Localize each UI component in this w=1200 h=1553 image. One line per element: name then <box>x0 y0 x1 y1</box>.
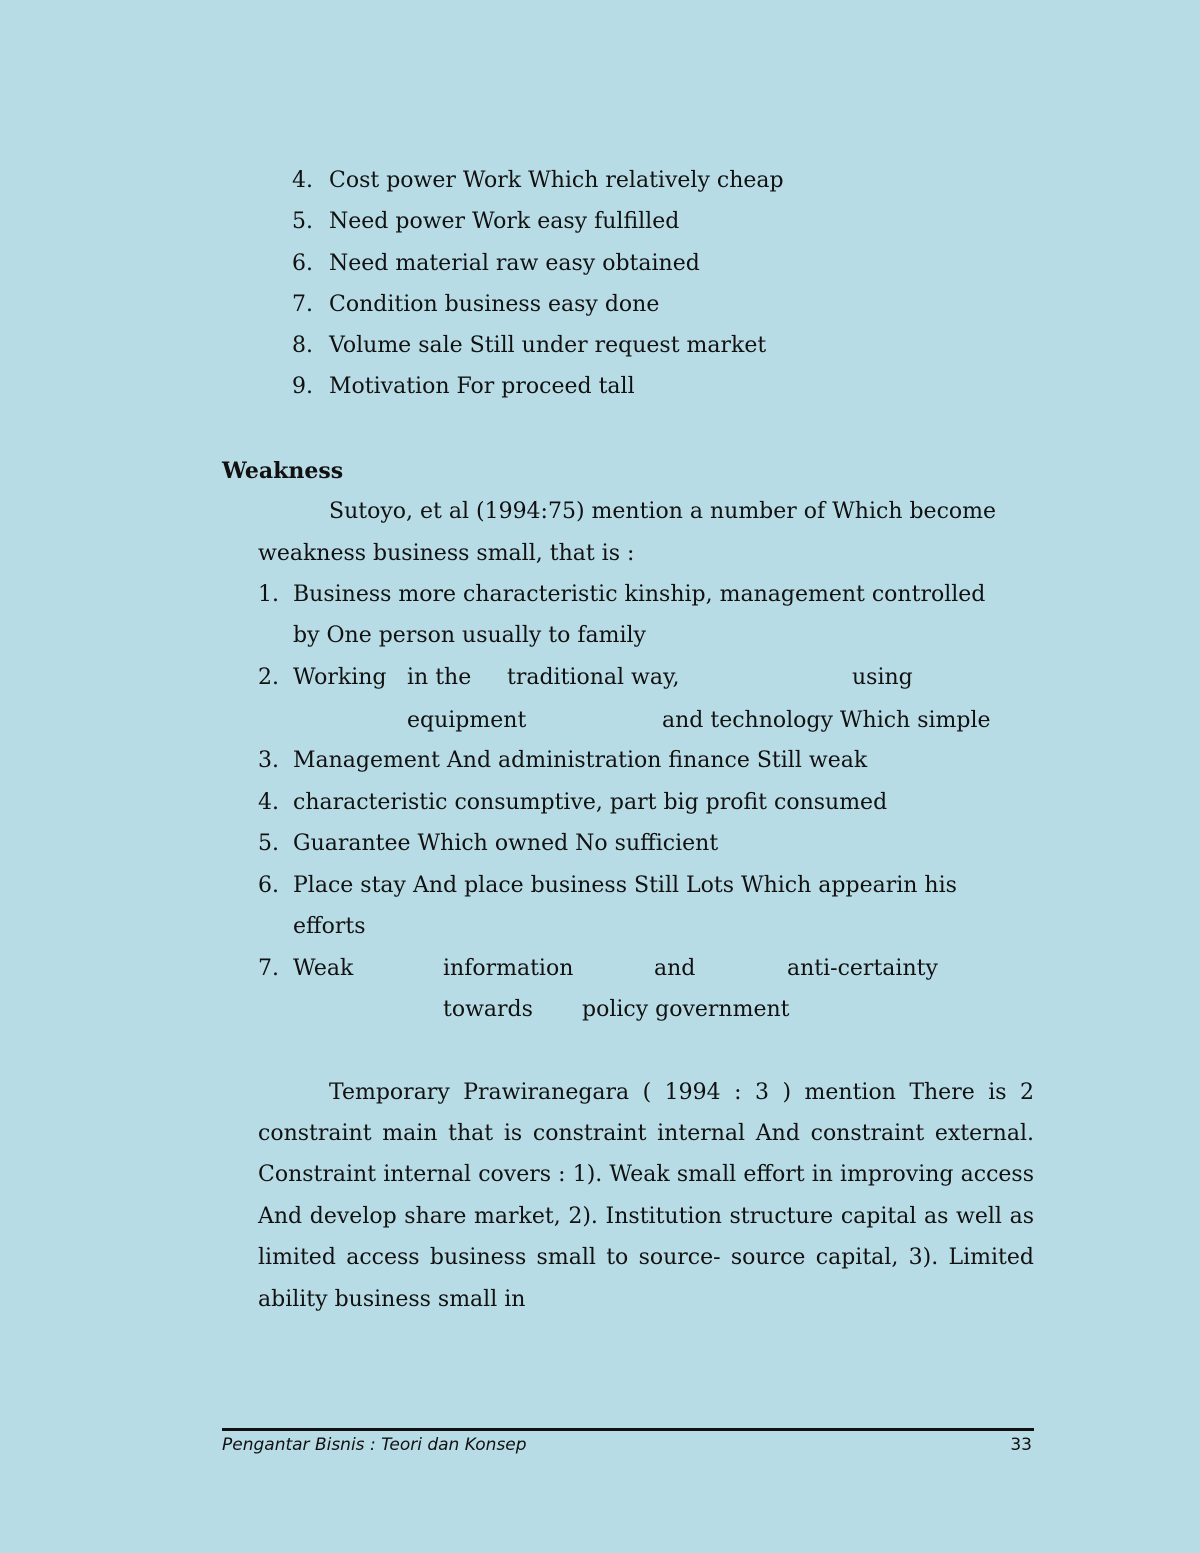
list-item: towards <box>443 997 533 1022</box>
list-item: Guarantee Which owned No sufficient <box>293 831 719 856</box>
list-item: characteristic consumptive, part big profit consumed <box>293 790 888 815</box>
list-item: Working <box>293 665 387 690</box>
list-item-number: 2. <box>258 665 279 690</box>
list-item-number: 7. <box>292 292 313 317</box>
list-item: information <box>443 956 574 981</box>
list-item: Condition business easy done <box>329 292 660 317</box>
list-item: and technology Which simple <box>662 708 991 733</box>
paragraph-line: ability business small in <box>258 1287 526 1312</box>
list-item-number: 1. <box>258 582 279 607</box>
paragraph-line: limited access business small to source- source capital, 3). Limited <box>258 1245 1034 1270</box>
list-item-number: 7. <box>258 956 279 981</box>
list-item: Cost power Work Which relatively cheap <box>329 168 784 193</box>
paragraph-line: And develop share market, 2). Institution structure capital as well as <box>258 1204 1034 1229</box>
paragraph-line: constraint main that is constraint internal And constraint external. <box>258 1121 1034 1146</box>
footer-divider <box>222 1428 1034 1431</box>
intro-text: Sutoyo, et al (1994:75) mention a number of Which become <box>329 499 997 524</box>
section-heading: Weakness <box>222 458 344 484</box>
list-item: using <box>852 665 913 690</box>
list-item: Place stay And place business Still Lots Which appearin his <box>293 873 957 898</box>
list-item-number: 5. <box>258 831 279 856</box>
list-item: Need material raw easy obtained <box>329 251 700 276</box>
list-item-number: 9. <box>292 374 313 399</box>
list-item: Weak <box>293 956 354 981</box>
list-item-number: 8. <box>292 333 313 358</box>
list-item: by One person usually to family <box>293 623 646 648</box>
list-item-number: 4. <box>292 168 313 193</box>
list-item: efforts <box>293 914 366 939</box>
list-item-number: 4. <box>258 790 279 815</box>
list-item: Volume sale Still under request market <box>329 333 767 358</box>
page-number: 33 <box>1010 1435 1032 1455</box>
list-item: Motivation For proceed tall <box>329 374 635 399</box>
list-item: in the <box>407 665 472 690</box>
list-item-number: 3. <box>258 748 279 773</box>
list-item-number: 6. <box>258 873 279 898</box>
list-item: equipment <box>407 708 527 733</box>
list-item: Management And administration finance Still weak <box>293 748 868 773</box>
list-item: anti-certainty <box>787 956 938 981</box>
list-item-number: 6. <box>292 251 313 276</box>
list-item: policy government <box>582 997 790 1022</box>
intro-text: weakness business small, that is : <box>258 541 635 566</box>
paragraph-line: Constraint internal covers : 1). Weak small effort in improving access <box>258 1162 1034 1187</box>
list-item-number: 5. <box>292 209 313 234</box>
paragraph-line: Temporary Prawiranegara ( 1994 : 3 ) mention There is 2 <box>329 1080 1034 1105</box>
list-item: Need power Work easy fulfilled <box>329 209 680 234</box>
list-item: and <box>654 956 696 981</box>
list-item: Business more characteristic kinship, management controlled <box>293 582 986 607</box>
footer-book-title: Pengantar Bisnis : Teori dan Konsep <box>222 1435 527 1455</box>
list-item: traditional way, <box>507 665 680 690</box>
